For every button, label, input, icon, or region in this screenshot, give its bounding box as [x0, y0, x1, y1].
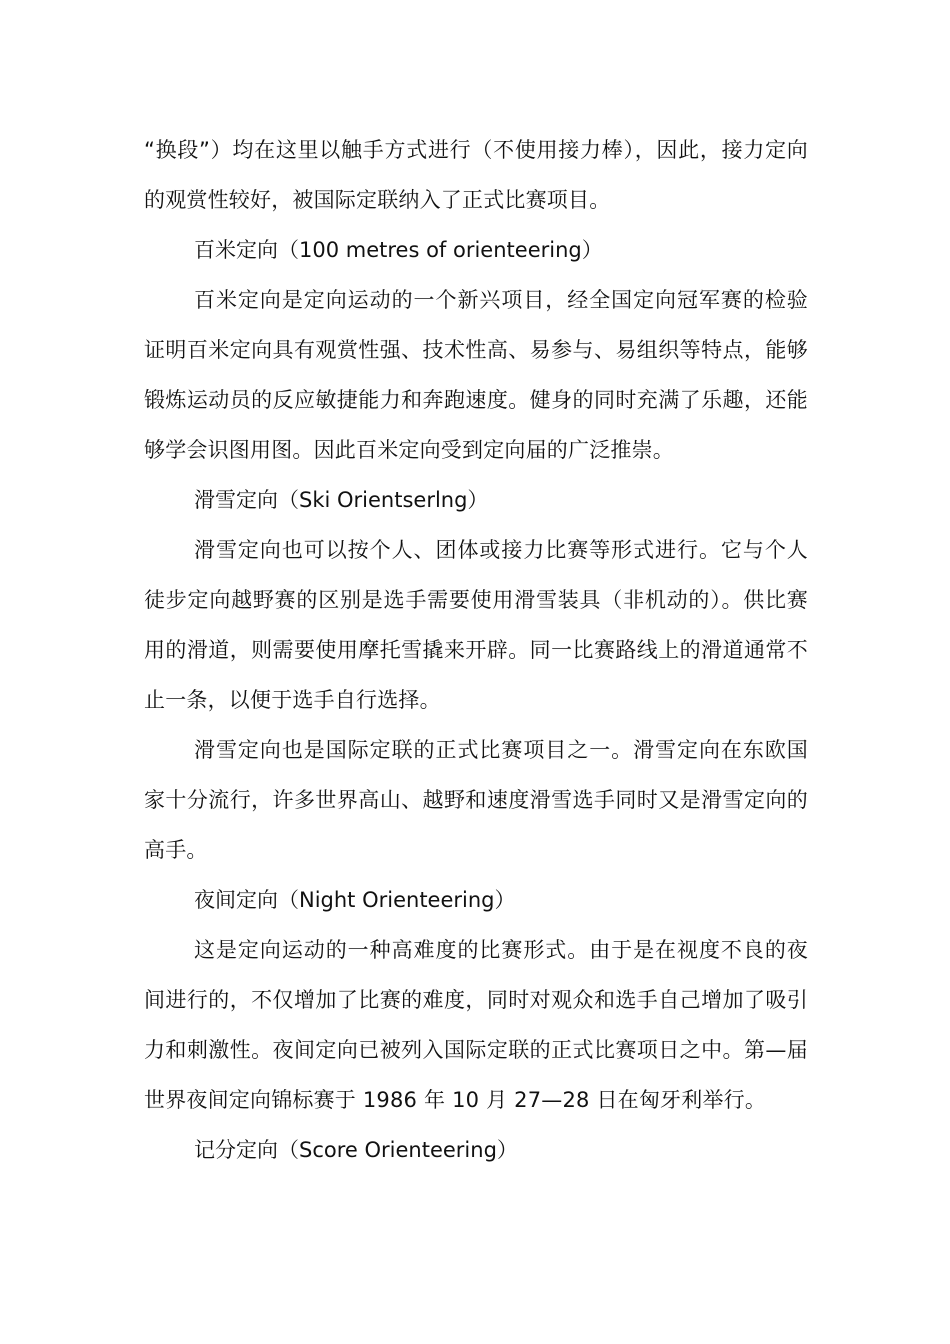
paragraph-100m-orienteering: 百米定向是定向运动的一个新兴项目，经全国定向冠军赛的检验证明百米定向具有观赏性强、技术性高、易参与、易组织等特点，能够锻炼运动员的反应敏捷能力和奔跑速度。健身的同时充满了乐趣，还能够学会识图用图。因此百米定向受到定向届的广泛推崇。	[144, 288, 808, 462]
paragraph-ski-orienteering-2: 滑雪定向也是国际定联的正式比赛项目之一。滑雪定向在东欧国家十分流行，许多世界高山、越野和速度滑雪选手同时又是滑雪定向的高手。	[144, 738, 808, 862]
heading-score-orienteering: 记分定向（Score Orienteering）	[194, 1138, 518, 1162]
heading-ski-orienteering: 滑雪定向（Ski Orientserlng）	[194, 488, 489, 512]
paragraph-ski-orienteering-1: 滑雪定向也可以按个人、团体或接力比赛等形式进行。它与个人徒步定向越野赛的区别是选手需要使用滑雪装具（非机动的）。供比赛用的滑道，则需要使用摩托雪撬来开辟。同一比赛路线上的滑道通常不止一条，以便于选手自行选择。	[144, 538, 808, 712]
heading-night-orienteering: 夜间定向（Night Orienteering）	[194, 888, 516, 912]
paragraph-night-orienteering: 这是定向运动的一种高难度的比赛形式。由于是在视度不良的夜间进行的，不仅增加了比赛的难度，同时对观众和选手自己增加了吸引力和刺激性。夜间定向已被列入国际定联的正式比赛项日之中。第—届世界夜间定向锦标赛于 1986 年 10 月 27—28 日在匈牙利举行。	[144, 938, 808, 1112]
paragraph-relay-continuation: “换段”）均在这里以触手方式进行（不使用接力棒），因此，接力定向的观赏性较好，被国际定联纳入了正式比赛项目。	[144, 138, 808, 212]
document-page	[144, 125, 808, 1175]
heading-100m-orienteering: 百米定向（100 metres of orienteering）	[194, 238, 603, 262]
